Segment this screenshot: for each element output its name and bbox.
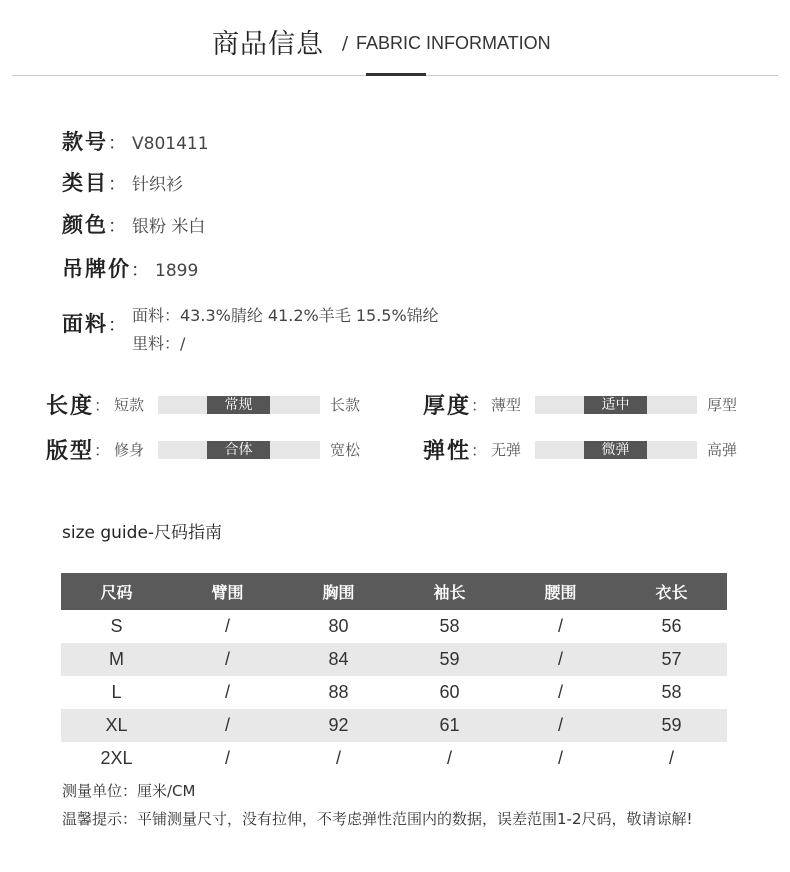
info-label: 款号 xyxy=(62,130,108,154)
table-cell: / xyxy=(505,643,616,676)
measure-unit-note: 测量单位：厘米/CM xyxy=(62,782,196,800)
scale-left: 修身 xyxy=(114,441,145,459)
table-row xyxy=(61,610,727,643)
table-cell: 60 xyxy=(439,682,460,702)
scale-left: 无弹 xyxy=(491,441,522,459)
header-divider-accent xyxy=(366,73,426,76)
table-cell: / xyxy=(225,748,231,768)
table-cell: 88 xyxy=(328,682,349,702)
table-cell: S xyxy=(110,616,123,636)
title-separator: / xyxy=(342,33,349,54)
colon: ： xyxy=(94,441,111,460)
fabric-label-text: 面料 xyxy=(62,312,108,336)
table-cell: / xyxy=(225,682,231,702)
table-cell: / xyxy=(557,748,563,768)
table-row xyxy=(61,643,727,676)
info-value: 1899 xyxy=(155,261,199,281)
size-table xyxy=(61,573,727,775)
table-cell: / xyxy=(668,748,674,768)
table-cell: / xyxy=(336,748,342,768)
scale-selected: 适中 xyxy=(584,396,647,414)
info-value: 针织衫 xyxy=(132,175,183,195)
table-cell: / xyxy=(505,709,616,742)
table-cell: / xyxy=(557,616,563,636)
table-row xyxy=(61,676,727,709)
fabric-line-lining: 里料：/ xyxy=(132,334,186,353)
table-cell: M xyxy=(61,643,172,676)
table-row xyxy=(61,709,727,742)
header-cell: 臂围 xyxy=(172,573,283,610)
scale-left: 薄型 xyxy=(491,396,522,414)
table-cell: / xyxy=(446,748,452,768)
table-cell: 61 xyxy=(394,709,505,742)
table-cell: L xyxy=(111,682,122,702)
colon: ： xyxy=(471,441,488,460)
header-cell: 袖长 xyxy=(394,573,505,610)
attr-label: 长度 xyxy=(46,394,95,419)
table-row xyxy=(61,742,727,775)
size-guide-title: size guide-尺码指南 xyxy=(62,523,223,543)
page-title-cn: 商品信息 xyxy=(212,29,324,60)
scale-left: 短款 xyxy=(114,396,145,414)
colon: ： xyxy=(108,216,126,237)
table-cell: 2XL xyxy=(100,748,133,768)
table-cell: / xyxy=(172,709,283,742)
scale-bar xyxy=(535,396,697,414)
fabric-label xyxy=(62,308,128,338)
page-title-en: FABRIC INFORMATION xyxy=(356,33,551,53)
table-cell: 58 xyxy=(661,682,682,702)
scale-selected: 合体 xyxy=(207,441,270,459)
info-label: 颜色 xyxy=(62,213,108,237)
scale-right: 厚型 xyxy=(707,396,738,414)
scale-selected: 常规 xyxy=(207,396,270,414)
table-cell: / xyxy=(225,616,231,636)
table-cell: / xyxy=(557,682,563,702)
scale-right: 宽松 xyxy=(330,441,361,459)
attr-label: 版型 xyxy=(46,439,95,464)
table-cell: 84 xyxy=(283,643,394,676)
colon: ： xyxy=(131,260,149,281)
table-cell: 59 xyxy=(394,643,505,676)
scale-bar xyxy=(158,441,320,459)
colon: ： xyxy=(94,396,111,415)
header-cell: 腰围 xyxy=(505,573,616,610)
table-cell: 80 xyxy=(328,616,349,636)
colon: ： xyxy=(471,396,488,415)
scale-right: 长款 xyxy=(330,396,361,414)
table-cell: XL xyxy=(61,709,172,742)
tip-note: 温馨提示：平铺测量尺寸，没有拉伸，不考虑弹性范围内的数据，误差范围1-2尺码，敬请谅解! xyxy=(62,810,693,828)
info-value: V801411 xyxy=(132,134,209,154)
info-category xyxy=(62,167,183,197)
colon: ： xyxy=(108,315,128,336)
table-cell: / xyxy=(172,643,283,676)
table-cell: 59 xyxy=(616,709,727,742)
info-value: 银粉 米白 xyxy=(132,217,206,237)
table-cell: 57 xyxy=(616,643,727,676)
colon: ： xyxy=(108,133,126,154)
attr-fit xyxy=(46,434,360,465)
scale-bar xyxy=(535,441,697,459)
attr-label: 厚度 xyxy=(423,394,472,419)
table-cell: 92 xyxy=(283,709,394,742)
attr-length xyxy=(46,389,360,420)
size-table-header xyxy=(61,573,727,610)
table-cell: 56 xyxy=(661,616,682,636)
header-cell: 胸围 xyxy=(283,573,394,610)
scale-selected: 微弹 xyxy=(584,441,647,459)
attr-label: 弹性 xyxy=(423,439,472,464)
scale-right: 高弹 xyxy=(707,441,738,459)
attr-elasticity xyxy=(423,434,737,465)
info-label: 吊牌价 xyxy=(62,257,131,281)
scale-bar xyxy=(158,396,320,414)
table-cell: 58 xyxy=(439,616,460,636)
colon: ： xyxy=(108,174,126,195)
info-price xyxy=(62,253,198,283)
header-cell: 尺码 xyxy=(61,573,172,610)
attr-thickness xyxy=(423,389,737,420)
info-color xyxy=(62,209,205,239)
fabric-line-outer: 面料：43.3%腈纶 41.2%羊毛 15.5%锦纶 xyxy=(132,306,439,325)
info-style-no xyxy=(62,126,209,156)
header-cell: 衣长 xyxy=(616,573,727,610)
info-label: 类目 xyxy=(62,171,108,195)
